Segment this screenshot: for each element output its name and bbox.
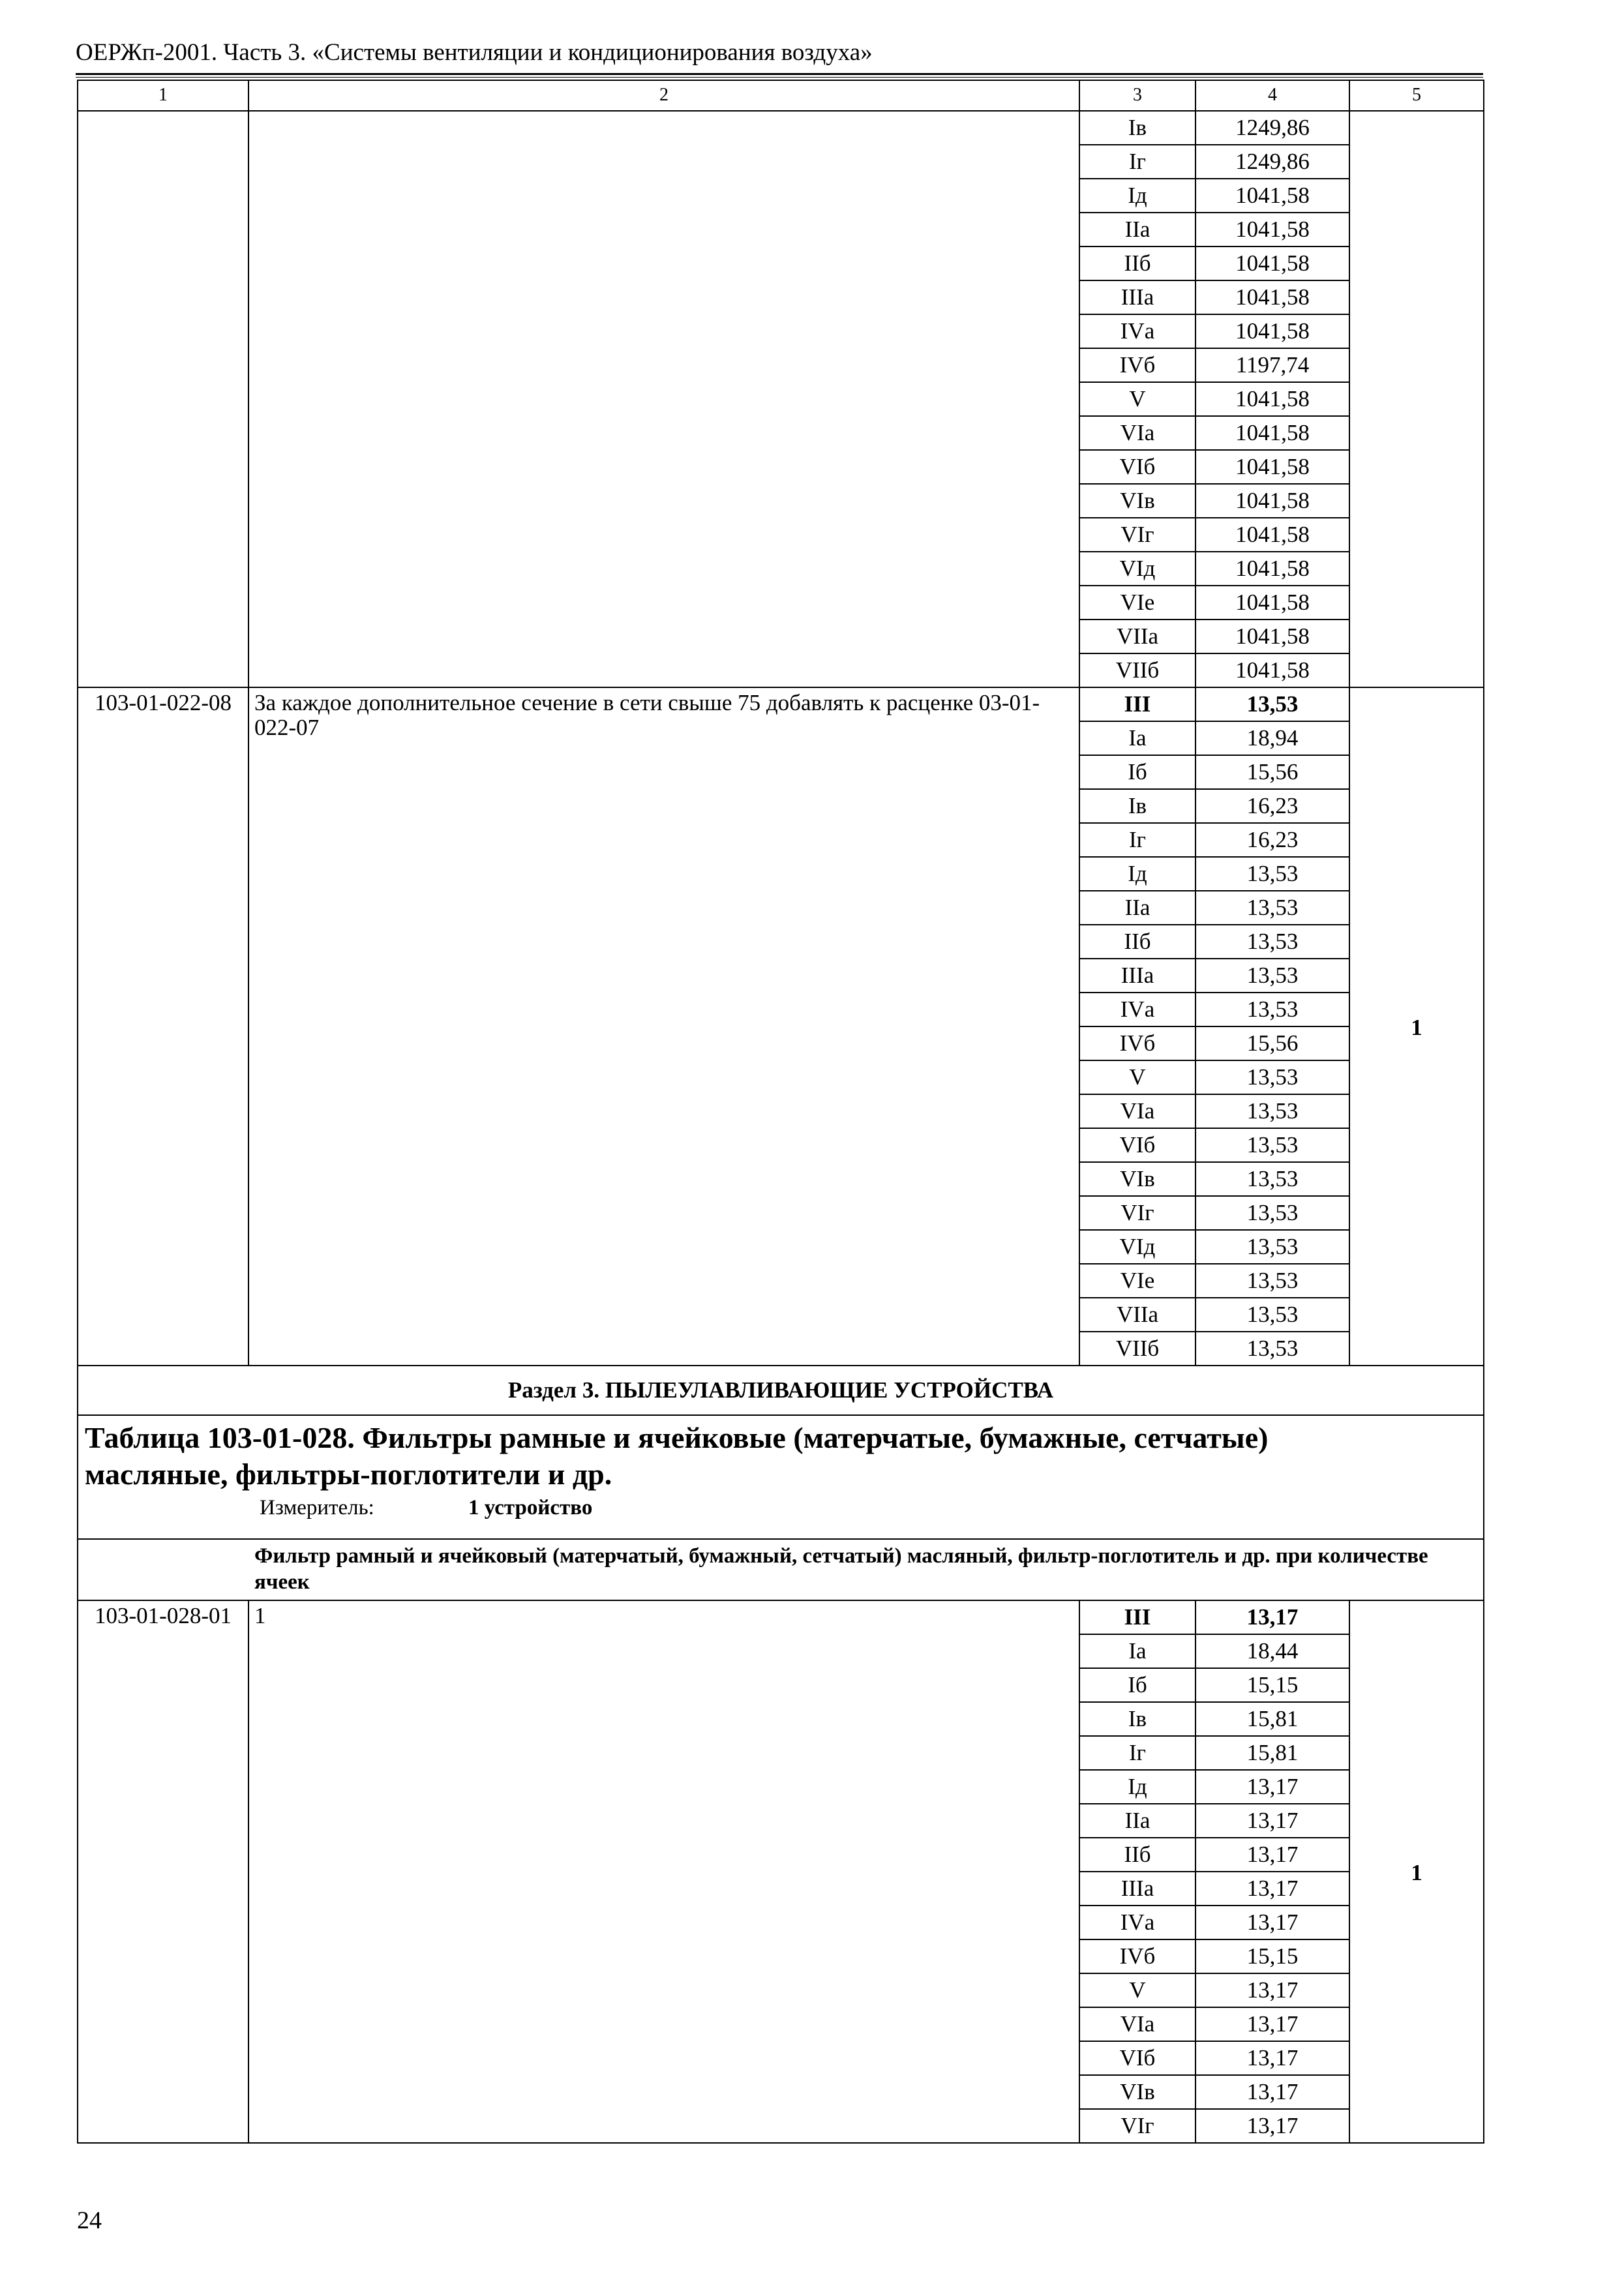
zone-cell: VIв: [1079, 2075, 1195, 2109]
value-cell: 13,53: [1195, 891, 1349, 925]
table-title-row: [78, 1415, 1484, 1539]
zone-cell: Iд: [1079, 857, 1195, 891]
value-cell: 16,23: [1195, 823, 1349, 857]
value-cell: 1041,58: [1195, 314, 1349, 348]
value-cell: 18,94: [1195, 721, 1349, 755]
value-cell: 1041,58: [1195, 586, 1349, 620]
column-number-4: 4: [1195, 80, 1349, 111]
value-cell: 13,17: [1195, 1770, 1349, 1804]
value-cell: 18,44: [1195, 1634, 1349, 1668]
header-rule-thin: [76, 77, 1483, 78]
value-cell: 1041,58: [1195, 518, 1349, 552]
zone-cell: V: [1079, 1973, 1195, 2007]
zone-cell: IVб: [1079, 348, 1195, 382]
column-number-row: [78, 80, 1484, 111]
zone-cell: VIг: [1079, 518, 1195, 552]
value-cell: 13,17: [1195, 1906, 1349, 1939]
zone-cell: Iв: [1079, 111, 1195, 145]
zone-cell: III: [1079, 1600, 1195, 1634]
zone-cell: Iв: [1079, 789, 1195, 823]
zone-cell: IVб: [1079, 1939, 1195, 1973]
zone-cell: VIIа: [1079, 1298, 1195, 1332]
value-cell: 15,15: [1195, 1668, 1349, 1702]
value-cell: 13,17: [1195, 1838, 1349, 1872]
zone-cell: VIа: [1079, 1094, 1195, 1128]
value-cell: 15,81: [1195, 1702, 1349, 1736]
rate-description-empty: [248, 111, 1079, 687]
zone-cell: VIв: [1079, 1162, 1195, 1196]
value-cell: 1041,58: [1195, 620, 1349, 653]
value-cell: 1197,74: [1195, 348, 1349, 382]
coefficient-cell: 1: [1349, 687, 1484, 1366]
value-cell: 13,53: [1195, 993, 1349, 1026]
value-cell: 13,17: [1195, 1600, 1349, 1634]
rates-table-body: [78, 80, 1484, 2143]
zone-cell: IVа: [1079, 314, 1195, 348]
zone-cell: V: [1079, 1060, 1195, 1094]
zone-cell: VIб: [1079, 450, 1195, 484]
table-row: [78, 687, 1484, 721]
value-cell: 16,23: [1195, 789, 1349, 823]
running-header: ОЕРЖп-2001. Часть 3. «Системы вентиляции и кондиционирования воздуха»: [76, 39, 873, 66]
zone-cell: Iд: [1079, 1770, 1195, 1804]
value-cell: 13,53: [1195, 687, 1349, 721]
zone-cell: VIв: [1079, 484, 1195, 518]
zone-cell: VIд: [1079, 552, 1195, 586]
value-cell: 13,53: [1195, 1298, 1349, 1332]
zone-cell: Iв: [1079, 1702, 1195, 1736]
value-cell: 13,53: [1195, 1196, 1349, 1230]
zone-cell: VIб: [1079, 1128, 1195, 1162]
value-cell: 1249,86: [1195, 111, 1349, 145]
zone-cell: IIа: [1079, 891, 1195, 925]
zone-cell: VIа: [1079, 416, 1195, 450]
zone-cell: IIIа: [1079, 959, 1195, 993]
value-cell: 13,53: [1195, 857, 1349, 891]
page-number: 24: [77, 2207, 102, 2234]
value-cell: 13,17: [1195, 1872, 1349, 1906]
zone-cell: V: [1079, 382, 1195, 416]
zone-cell: IIб: [1079, 1838, 1195, 1872]
zone-cell: IIIа: [1079, 1872, 1195, 1906]
value-cell: 1041,58: [1195, 280, 1349, 314]
value-cell: 13,17: [1195, 2109, 1349, 2143]
measure-line: [85, 1497, 1477, 1520]
value-cell: 15,56: [1195, 1026, 1349, 1060]
value-cell: 13,17: [1195, 1804, 1349, 1838]
zone-cell: IIа: [1079, 1804, 1195, 1838]
zone-cell: Iг: [1079, 1736, 1195, 1770]
column-number-2: 2: [248, 80, 1079, 111]
value-cell: 15,56: [1195, 755, 1349, 789]
rate-code: 103-01-022-08: [78, 687, 248, 1366]
zone-cell: IVа: [1079, 1906, 1195, 1939]
column-number-5: 5: [1349, 80, 1484, 111]
value-cell: 13,53: [1195, 925, 1349, 959]
value-cell: 1249,86: [1195, 145, 1349, 179]
value-cell: 13,53: [1195, 1094, 1349, 1128]
zone-cell: IIа: [1079, 213, 1195, 247]
rate-description: За каждое дополнительное сечение в сети свыше 75 добавлять к расценке 03-01-022-07: [248, 687, 1079, 1366]
value-cell: 13,53: [1195, 1230, 1349, 1264]
value-cell: 1041,58: [1195, 382, 1349, 416]
zone-cell: III: [1079, 687, 1195, 721]
table-row: [78, 111, 1484, 145]
zone-cell: VIIа: [1079, 620, 1195, 653]
value-cell: 13,53: [1195, 1162, 1349, 1196]
zone-cell: Iд: [1079, 179, 1195, 213]
value-cell: 1041,58: [1195, 653, 1349, 687]
zone-cell: Iг: [1079, 823, 1195, 857]
zone-cell: Iб: [1079, 755, 1195, 789]
rates-table: [77, 80, 1484, 2144]
coefficient-cell: 1: [1349, 1600, 1484, 2143]
zone-cell: IVа: [1079, 993, 1195, 1026]
zone-cell: VIа: [1079, 2007, 1195, 2041]
value-cell: 1041,58: [1195, 213, 1349, 247]
value-cell: 1041,58: [1195, 450, 1349, 484]
zone-cell: VIIб: [1079, 1332, 1195, 1366]
zone-cell: Iа: [1079, 1634, 1195, 1668]
zone-cell: Iг: [1079, 145, 1195, 179]
zone-cell: Iа: [1079, 721, 1195, 755]
value-cell: 1041,58: [1195, 416, 1349, 450]
group-cell: [78, 1539, 1484, 1600]
measure-value: 1 устройство: [468, 1496, 593, 1520]
zone-cell: IIб: [1079, 247, 1195, 280]
value-cell: 1041,58: [1195, 179, 1349, 213]
zone-cell: VIд: [1079, 1230, 1195, 1264]
value-cell: 13,17: [1195, 1973, 1349, 2007]
group-row: [78, 1539, 1484, 1600]
value-cell: 13,53: [1195, 1332, 1349, 1366]
value-cell: 15,81: [1195, 1736, 1349, 1770]
section-row: [78, 1366, 1484, 1415]
measure-label: Измеритель:: [260, 1496, 374, 1520]
table-title-cell: [78, 1415, 1484, 1539]
zone-cell: VIIб: [1079, 653, 1195, 687]
value-cell: 13,53: [1195, 959, 1349, 993]
rate-description: 1: [248, 1600, 1079, 2143]
zone-cell: VIб: [1079, 2041, 1195, 2075]
zone-cell: VIе: [1079, 586, 1195, 620]
zone-cell: Iб: [1079, 1668, 1195, 1702]
zone-cell: VIг: [1079, 2109, 1195, 2143]
value-cell: 1041,58: [1195, 247, 1349, 280]
zone-cell: VIе: [1079, 1264, 1195, 1298]
zone-cell: IIIа: [1079, 280, 1195, 314]
rate-code: 103-01-028-01: [78, 1600, 248, 2143]
value-cell: 1041,58: [1195, 484, 1349, 518]
table-row: [78, 1600, 1484, 1634]
zone-cell: IVб: [1079, 1026, 1195, 1060]
zone-cell: IIб: [1079, 925, 1195, 959]
table-title-line-2: масляные, фильтры-поглотители и др.: [85, 1458, 612, 1491]
header-rule: [76, 73, 1483, 75]
value-cell: 13,53: [1195, 1128, 1349, 1162]
column-number-3: 3: [1079, 80, 1195, 111]
value-cell: 13,17: [1195, 2041, 1349, 2075]
column-number-1: 1: [78, 80, 248, 111]
value-cell: 13,53: [1195, 1264, 1349, 1298]
zone-cell: VIг: [1079, 1196, 1195, 1230]
value-cell: 13,17: [1195, 2007, 1349, 2041]
table-title-line-1: Таблица 103-01-028. Фильтры рамные и ячейковые (матерчатые, бумажные, сетчатые): [85, 1421, 1269, 1454]
rate-code-empty: [78, 111, 248, 687]
section-title: Раздел 3. ПЫЛЕУЛАВЛИВАЮЩИЕ УСТРОЙСТВА: [78, 1366, 1484, 1415]
value-cell: 13,53: [1195, 1060, 1349, 1094]
coefficient-cell-empty: [1349, 111, 1484, 687]
value-cell: 15,15: [1195, 1939, 1349, 1973]
group-description: Фильтр рамный и ячейковый (матерчатый, бумажный, сетчатый) масляный, фильтр-поглотитель и др. при количестве ячеек: [254, 1544, 1428, 1594]
value-cell: 13,17: [1195, 2075, 1349, 2109]
value-cell: 1041,58: [1195, 552, 1349, 586]
